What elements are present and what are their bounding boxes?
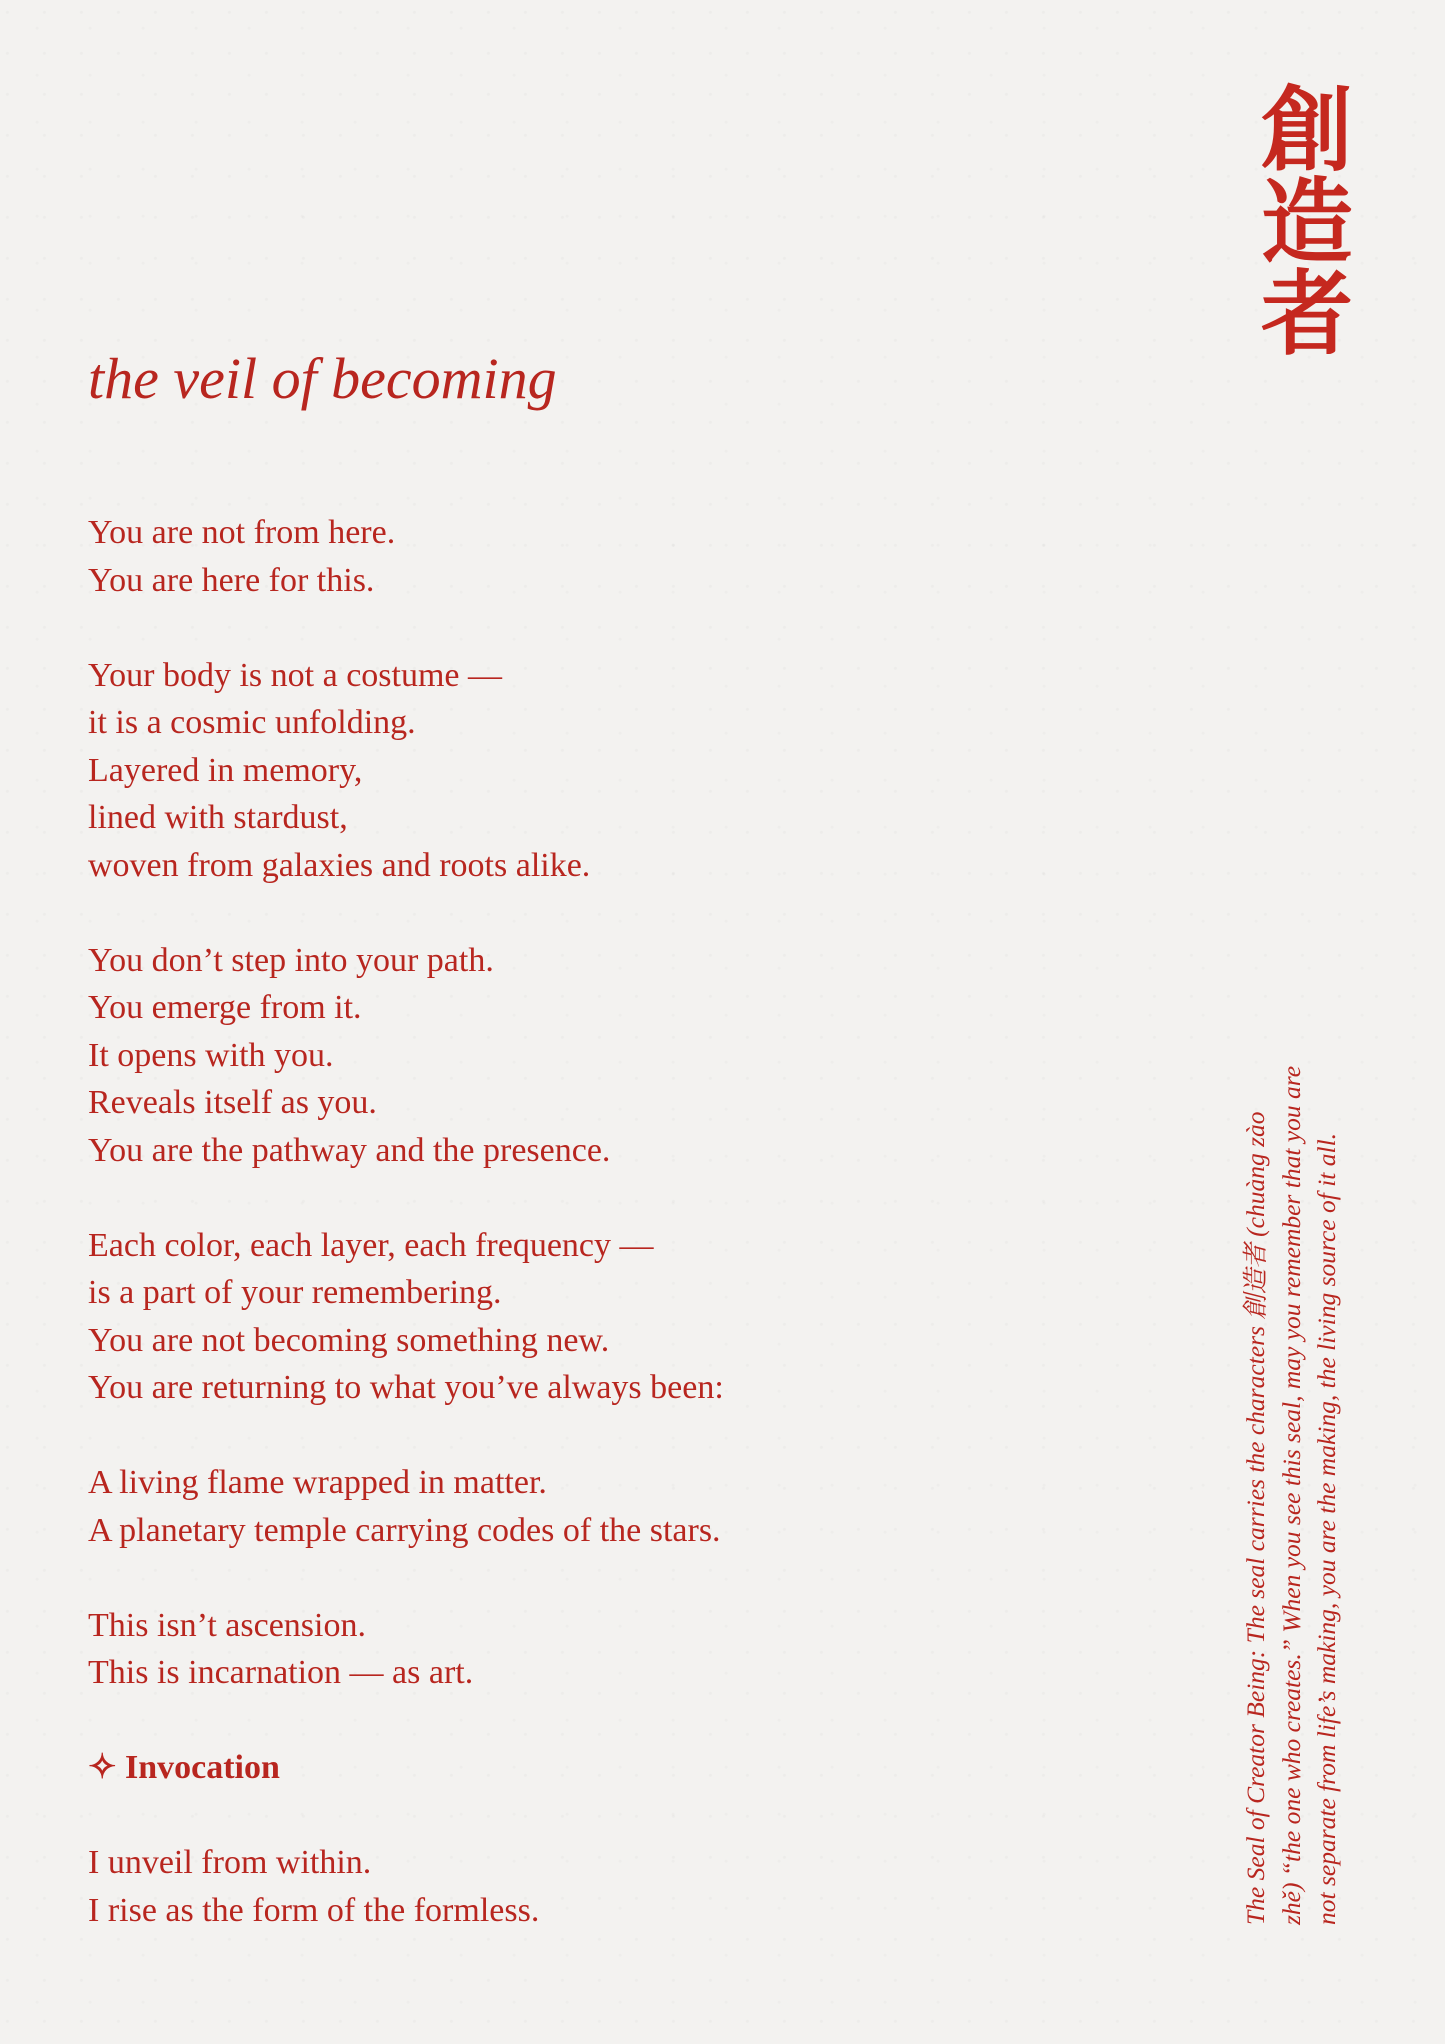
invocation-heading-block <box>88 1744 1188 1792</box>
poem-stanza <box>88 1602 1188 1697</box>
poem-stanza <box>88 1459 1188 1554</box>
caption-line: The Seal of Creator Being: The seal carries the characters 創造者 (chuàng zào <box>1241 1111 1270 1925</box>
poem-line: You are not becoming something new. <box>88 1321 610 1359</box>
poem-line: You are here for this. <box>88 561 375 599</box>
poem-stanza <box>88 509 1188 604</box>
creator-seal <box>1252 76 1362 368</box>
poem-line: You are returning to what you’ve always been: <box>88 1369 724 1406</box>
page-title: the veil of becoming <box>88 346 557 411</box>
caption-line: not separate from life’s making, you are the making, the living source of it all. <box>1312 1132 1341 1925</box>
seal-character: 創 <box>1260 76 1353 184</box>
poem-line: You don’t step into your path. <box>88 941 494 979</box>
poem-line: It opens with you. <box>88 1036 334 1074</box>
poem-line: Layered in memory, <box>88 751 363 789</box>
poem-line: Your body is not a costume — <box>88 656 502 694</box>
poem-line: This is incarnation — as art. <box>88 1654 474 1691</box>
poem-stanza <box>88 937 1188 1175</box>
poem-stanza <box>88 652 1188 890</box>
caption-line: zhě) “the one who creates.” When you see this seal, may you remember that you are <box>1276 1065 1306 1925</box>
poem-line: is a part of your remembering. <box>88 1274 502 1311</box>
invocation-stanza <box>88 1839 1188 1934</box>
poem-line: You emerge from it. <box>88 989 362 1026</box>
poem-line: A planetary temple carrying codes of the stars. <box>88 1511 721 1549</box>
poem-line: it is a cosmic unfolding. <box>88 704 416 741</box>
invocation-line: I rise as the form of the formless. <box>88 1891 540 1929</box>
poem-line: A living flame wrapped in matter. <box>88 1464 547 1501</box>
poem-line: You are the pathway and the presence. <box>88 1131 611 1169</box>
poem-stanza <box>88 1222 1188 1412</box>
poem-line: Each color, each layer, each frequency — <box>88 1226 654 1264</box>
poem-line: This isn’t ascension. <box>88 1606 366 1644</box>
seal-character: 造 <box>1260 168 1353 276</box>
poem-line: Reveals itself as you. <box>88 1084 377 1121</box>
poem-body <box>88 509 1188 1982</box>
seal-character: 者 <box>1260 260 1353 368</box>
poem-line: lined with stardust, <box>88 799 348 836</box>
poem-line: woven from galaxies and roots alike. <box>88 846 591 884</box>
invocation-line: I unveil from within. <box>88 1844 372 1881</box>
poem-line: You are not from here. <box>88 514 396 551</box>
seal-caption <box>1238 885 1345 1925</box>
invocation-heading: ✧ Invocation <box>88 1749 280 1786</box>
